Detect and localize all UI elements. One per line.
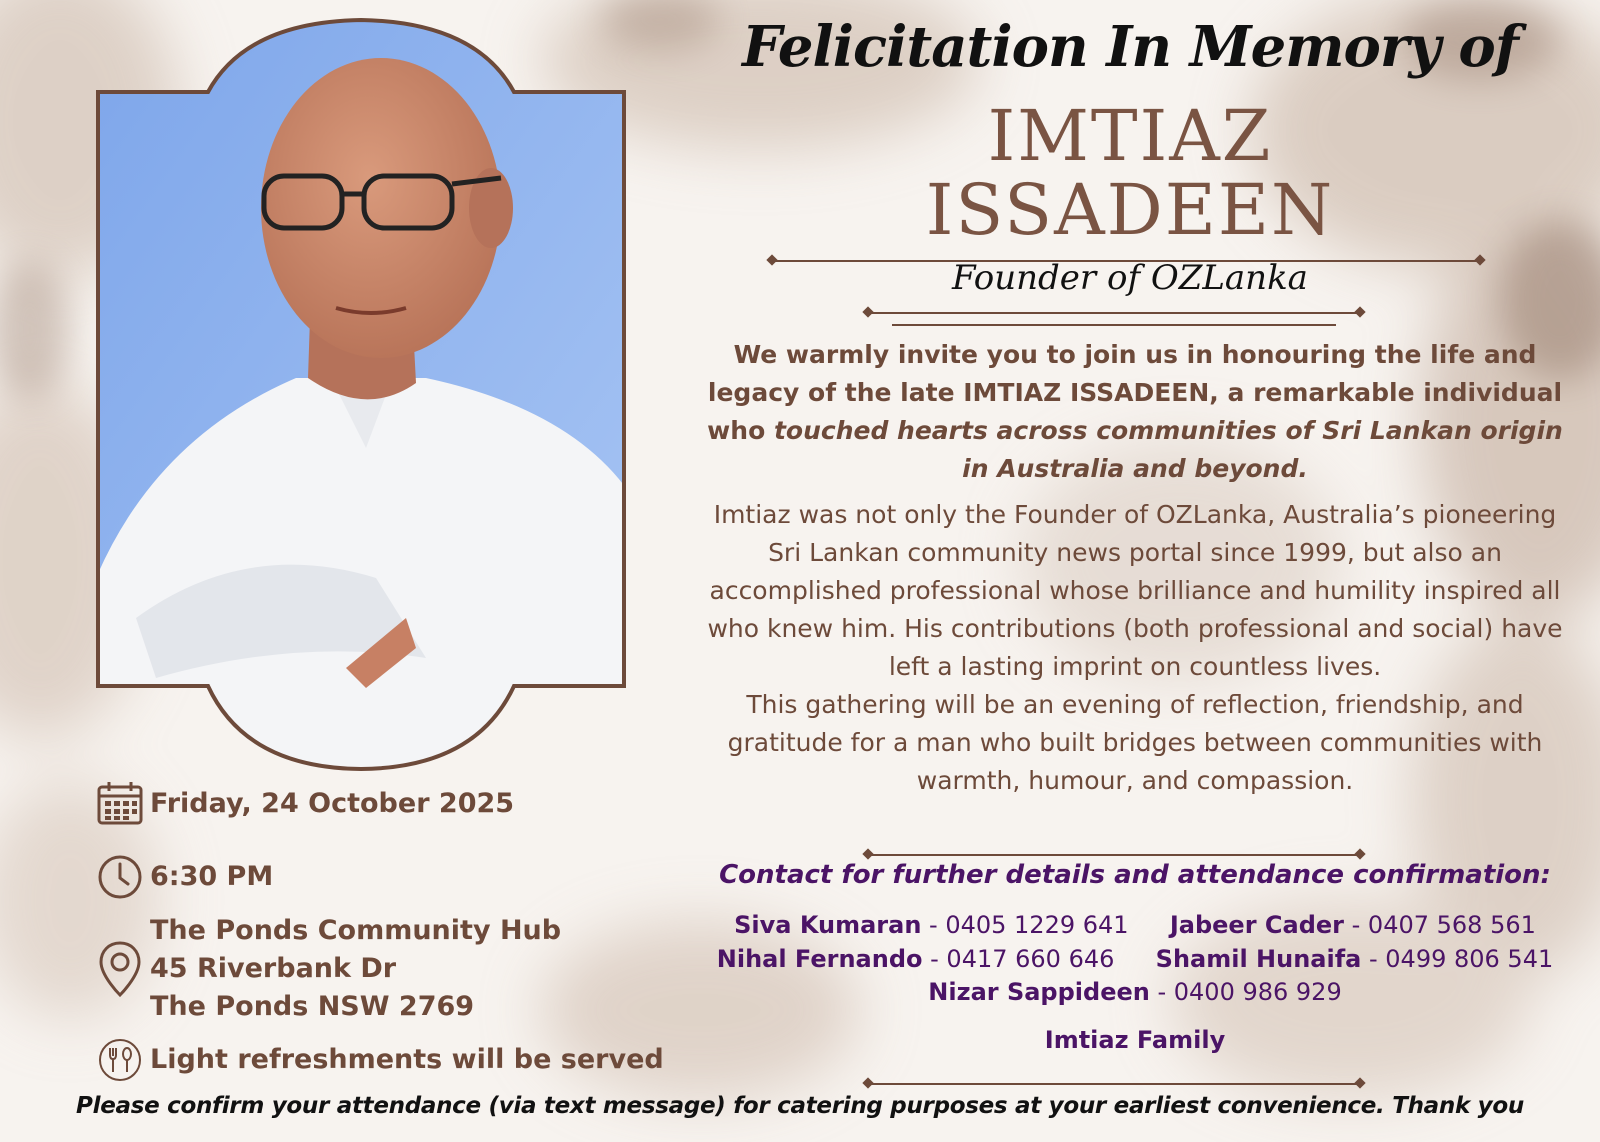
contact-name: Shamil Hunaifa	[1155, 945, 1362, 973]
divider-mid-thin	[892, 324, 1336, 326]
contact-item	[1170, 911, 1536, 939]
contact-name: Siva Kumaran	[734, 911, 922, 939]
venue-name: The Ponds Community Hub	[150, 915, 562, 946]
contact-separator: -	[921, 911, 946, 939]
footer-note: Please confirm your attendance (via text message) for catering purposes at your earliest convenience. Thank you	[76, 1093, 1524, 1119]
event-date-row	[96, 780, 514, 828]
contact-phone: 0400 986 929	[1173, 978, 1342, 1006]
contact-phone: 0417 660 646	[946, 945, 1115, 973]
honoree-first-name: IMTIAZ	[987, 95, 1273, 177]
contact-name: Jabeer Cader	[1169, 911, 1344, 939]
venue-address	[150, 912, 561, 1026]
location-pin-icon	[96, 939, 144, 999]
refreshments-note: Light refreshments will be served	[150, 1044, 664, 1075]
contact-separator: -	[1361, 945, 1386, 973]
honoree-last-name: ISSADEEN	[925, 169, 1335, 251]
contact-separator: -	[1149, 978, 1174, 1006]
contact-name: Nihal Fernando	[716, 945, 923, 973]
contact-item	[734, 911, 1128, 939]
event-time-row	[96, 853, 273, 901]
event-time: 6:30 PM	[150, 861, 274, 892]
venue-suburb: The Ponds NSW 2769	[150, 991, 475, 1022]
family-signature: Imtiaz Family	[1044, 1026, 1226, 1054]
divider-bottom	[868, 1083, 1360, 1085]
tribute-body	[695, 496, 1575, 800]
contact-phone: 0499 806 541	[1385, 945, 1554, 973]
contact-item	[1156, 945, 1554, 973]
calendar-icon	[96, 780, 144, 828]
portrait-frame	[96, 18, 626, 771]
contact-separator: -	[922, 945, 947, 973]
script-title: Felicitation In Memory of	[742, 14, 1518, 80]
portrait-photo	[96, 18, 626, 771]
invitation-text-emphasis: touched hearts across communities of Sri Lankan origin in Australia and beyond.	[773, 416, 1563, 483]
invitation-text	[695, 336, 1575, 488]
event-venue-row	[96, 912, 561, 1026]
refreshments-row	[96, 1036, 664, 1084]
contact-row-1	[695, 908, 1575, 942]
contact-separator: -	[1344, 911, 1368, 939]
invitation-text-main: We warmly invite you to join us in honouring the life and legacy of the late IMTIAZ ISSADEEN, a remarkable individual who	[707, 340, 1563, 445]
contact-item	[928, 978, 1341, 1006]
cutlery-icon	[96, 1036, 144, 1084]
contact-row-3	[695, 975, 1575, 1009]
event-date: Friday, 24 October 2025	[150, 788, 515, 819]
venue-street: 45 Riverbank Dr	[150, 953, 397, 984]
tribute-paragraph-2: This gathering will be an evening of reflection, friendship, and gratitude for a man who built bridges between communities with warmth, humour, and compassion.	[727, 690, 1543, 795]
contact-name: Nizar Sappideen	[928, 978, 1150, 1006]
contact-heading: Contact for further details and attendance confirmation:	[719, 860, 1551, 890]
founder-subtitle: Founder of OZLanka	[952, 258, 1308, 298]
divider-contact	[868, 854, 1360, 856]
divider-mid	[868, 312, 1360, 314]
contact-row-2	[695, 942, 1575, 976]
clock-icon	[96, 853, 144, 901]
contact-phone: 0405 1229 641	[945, 911, 1129, 939]
tribute-paragraph-1: Imtiaz was not only the Founder of OZLanka, Australia’s pioneering Sri Lankan community news portal since 1999, but also an accomplished professional whose brilliance and humility inspired all who knew him. His contributions (both professional and social) have left a lasting imprint on countless lives.	[707, 500, 1563, 681]
contact-phone: 0407 568 561	[1367, 911, 1536, 939]
contact-item	[717, 945, 1115, 973]
